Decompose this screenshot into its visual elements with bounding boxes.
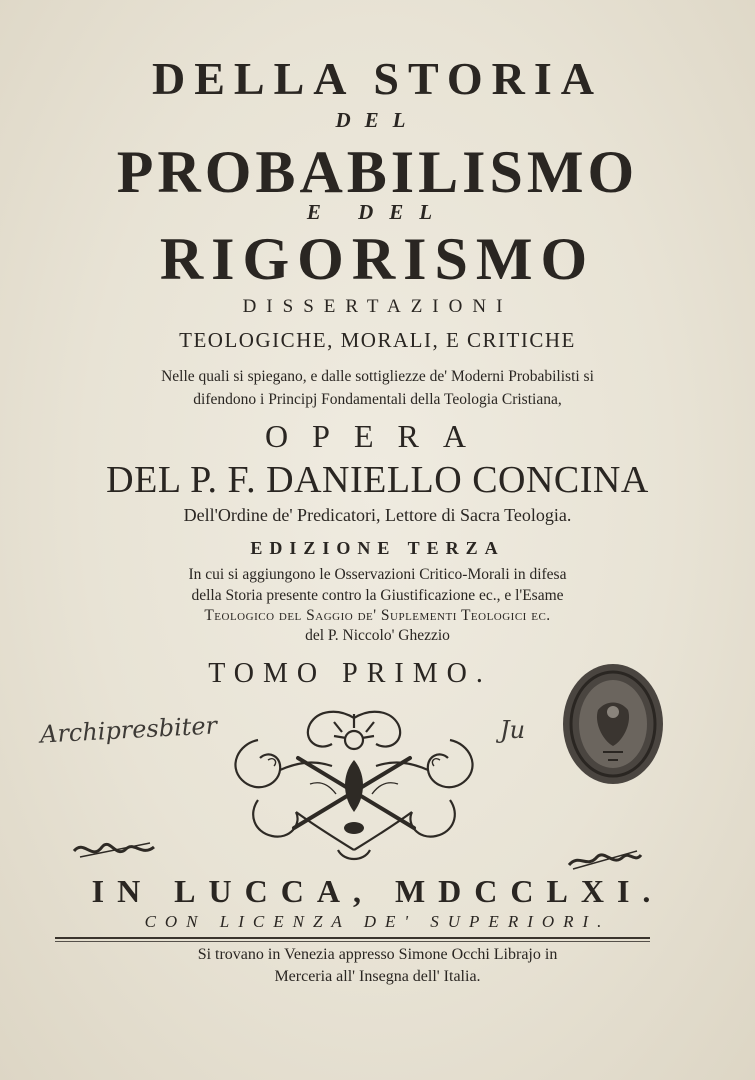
title-line-del: DEL [335, 108, 420, 132]
edition-line-2: della Storia presente contro la Giustificazione ec., e l'Esame [191, 587, 564, 604]
edition-line-1: In cui si aggiungono le Osservazioni Critico-Morali in difesa [188, 566, 567, 583]
seller-line-1: Si trovano in Venezia appresso Simone Occhi Librajo in [197, 946, 558, 963]
handwritten-note-right: Ju [500, 716, 526, 744]
seller-line-2: Merceria all' Insegna dell' Italia. [274, 968, 481, 985]
edition-label: EDIZIONE TERZA [250, 538, 505, 558]
title-line-della-storia: DELLA STORIA [151, 53, 603, 104]
title-line-rigorismo: RIGORISMO [159, 226, 596, 292]
subtitle-dissertazioni: DISSERTAZIONI [242, 296, 513, 317]
flourish-left-icon [70, 835, 158, 865]
description-line-2: difendono i Principj Fondamentali della Teologia Cristiana, [193, 391, 562, 408]
opera-heading: OPERA [265, 418, 490, 454]
edition-line-4: del P. Niccolo' Ghezzio [305, 627, 450, 644]
imprint-rule-thin [55, 941, 650, 942]
ornamental-vignette-icon [218, 700, 490, 865]
volume-label: TOMO PRIMO. [208, 658, 492, 689]
author-name: DEL P. F. DANIELLO CONCINA [106, 459, 649, 501]
title-line-probabilismo: PROBABILISMO [116, 139, 639, 205]
imprint-rule [55, 937, 650, 939]
subtitle-kinds: TEOLOGICHE, MORALI, E CRITICHE [179, 328, 576, 352]
handwritten-note-left: Archipresbiter [39, 711, 218, 749]
edition-line-3: Teologico del Saggio de' Suplementi Teologici ec. [204, 607, 551, 624]
description-line-1: Nelle quali si spiegano, e dalle sottigliezze de' Moderni Probabilisti si [161, 368, 594, 385]
author-order: Dell'Ordine de' Predicatori, Lettore di Sacra Teologia. [183, 505, 572, 525]
imprint-place-date: IN LUCCA, MDCCLXI. [91, 873, 664, 909]
flourish-right-icon [565, 845, 643, 873]
title-line-e-del: E DEL [306, 200, 449, 224]
library-stamp-icon [558, 660, 668, 788]
imprint-licence: CON LICENZA DE' SUPERIORI. [144, 912, 611, 931]
